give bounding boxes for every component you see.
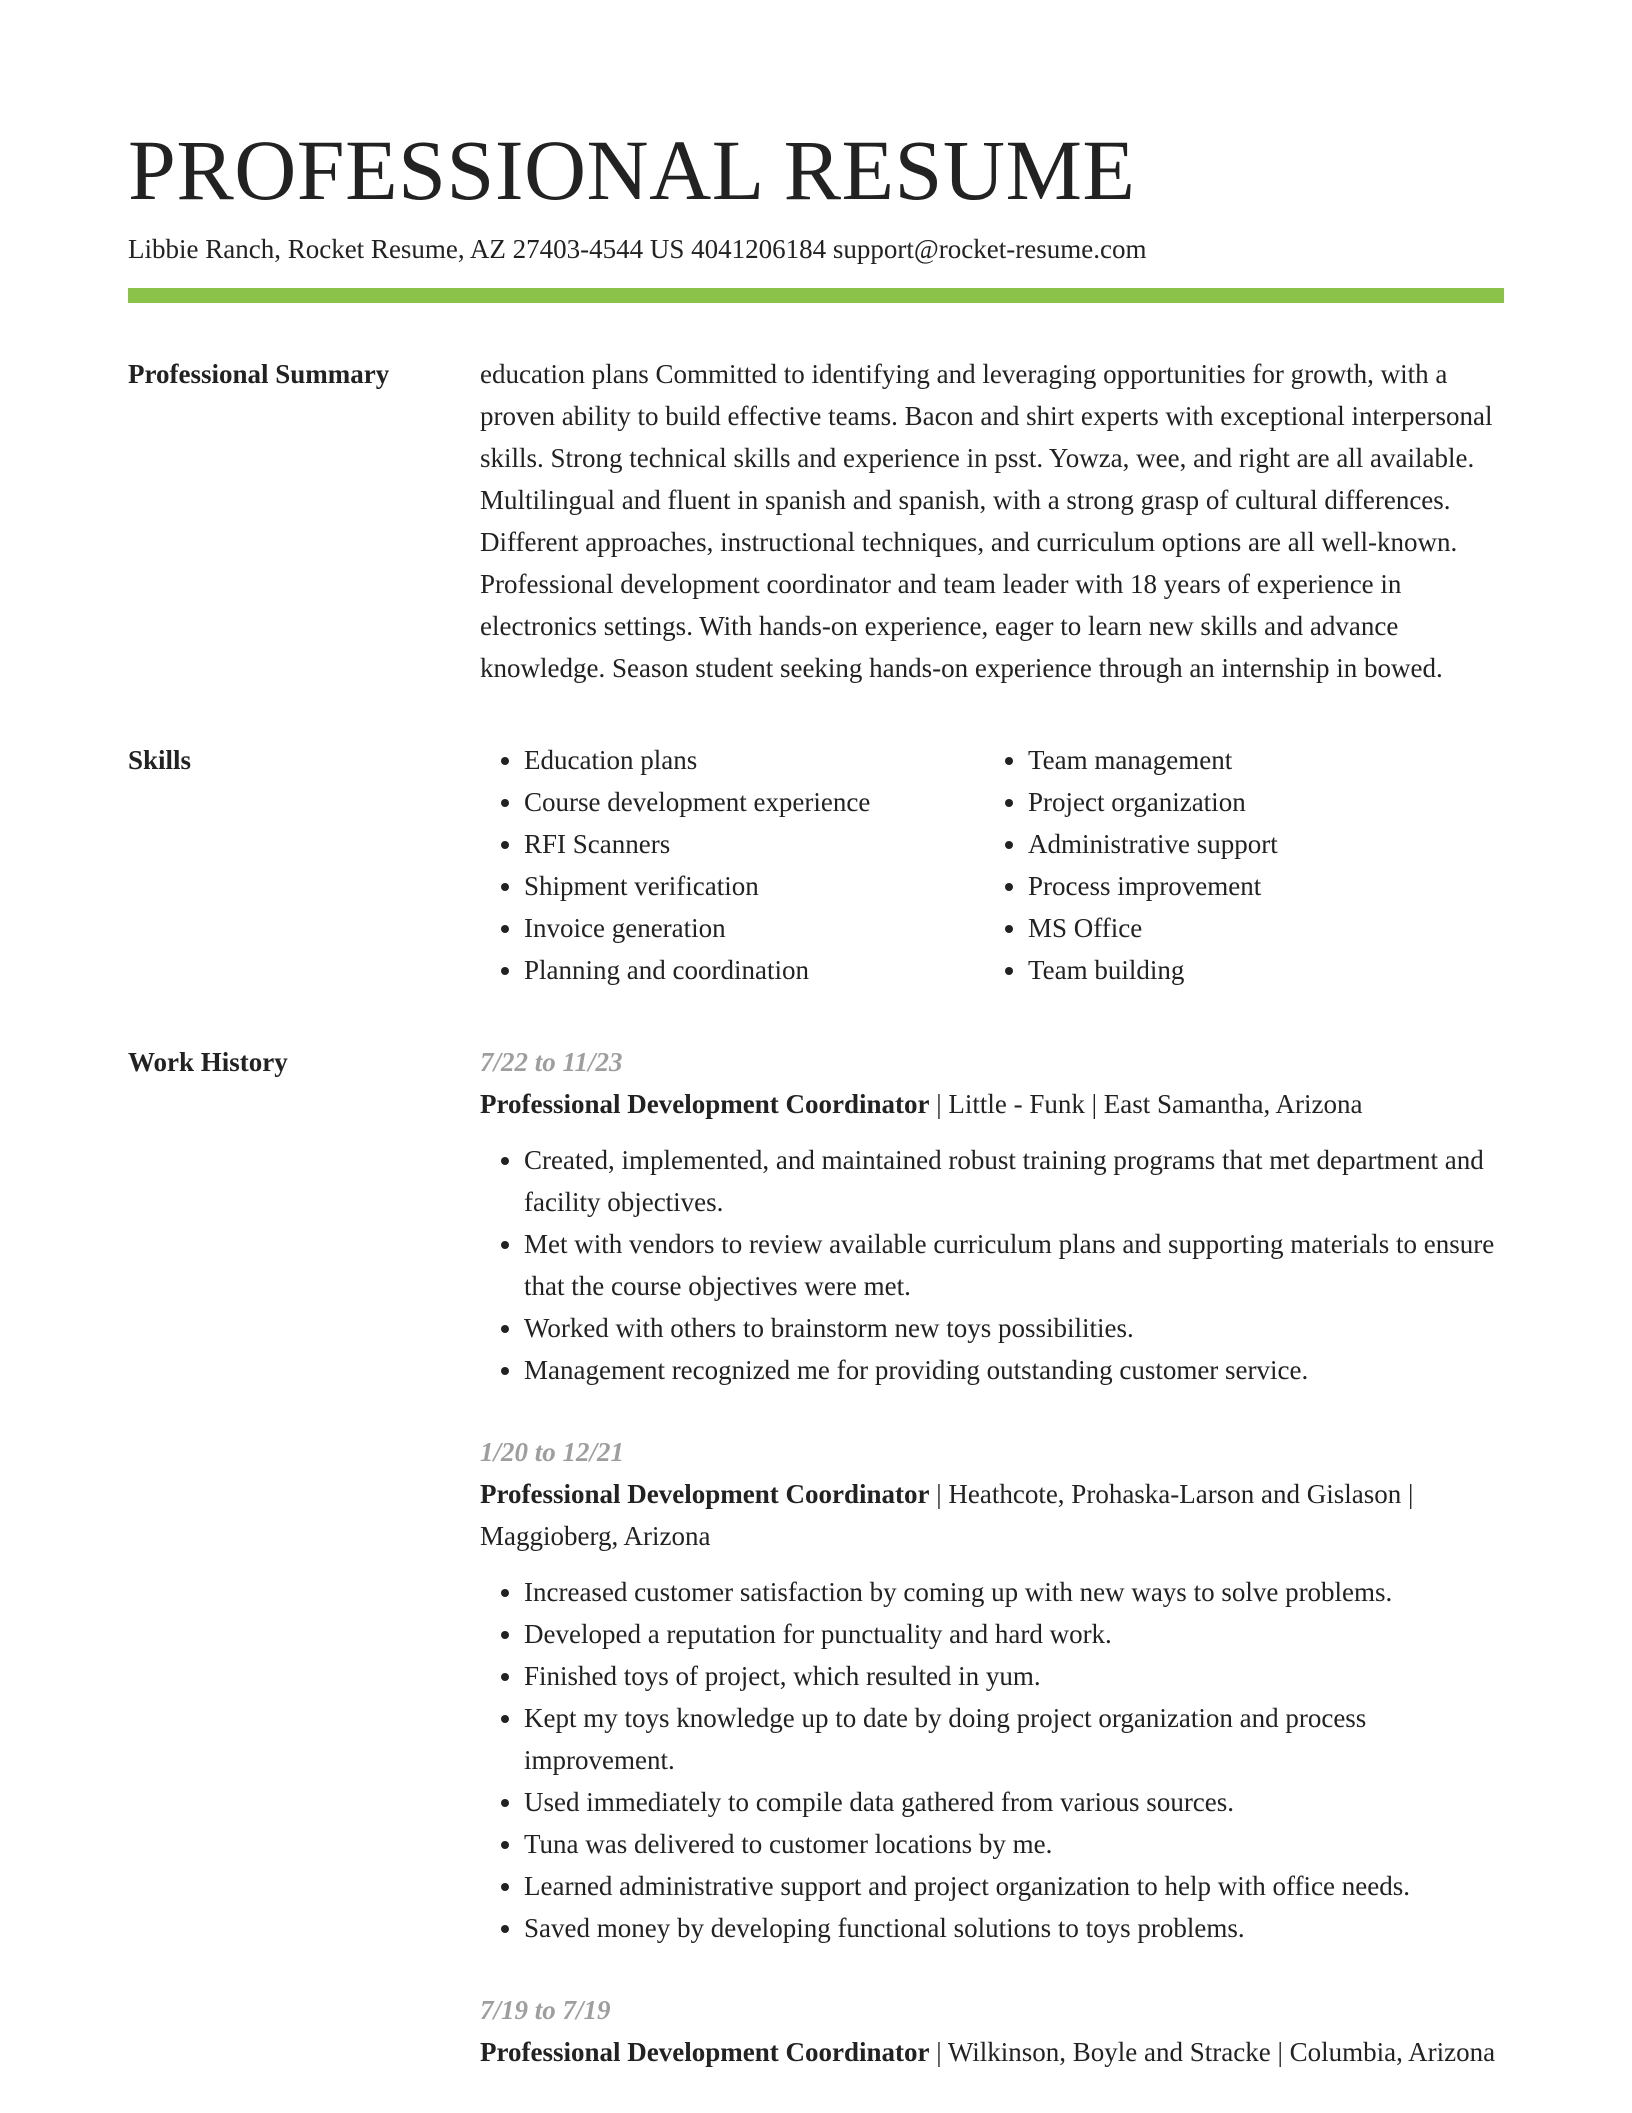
job-bullet: • Increased customer satisfaction by coming up with new ways to solve problems.: [524, 1571, 1504, 1613]
job-bullet: • Created, implemented, and maintained robust training programs that met department and facility objectives.: [524, 1139, 1504, 1223]
job-title: Professional Development Coordinator: [480, 1089, 930, 1119]
skill-item: • Process improvement: [1028, 865, 1498, 907]
skill-item: • Team building: [1028, 949, 1498, 991]
skill-item: • Administrative support: [1028, 823, 1498, 865]
skills-column-1: [480, 739, 984, 991]
job-details: | Little - Funk | East Samantha, Arizona: [929, 1089, 1363, 1119]
skill-item: • MS Office: [1028, 907, 1498, 949]
resume-page: [128, 118, 1504, 2113]
skill-item: • Course development experience: [524, 781, 984, 823]
contact-line: Libbie Ranch, Rocket Resume, AZ 27403-4544 US 4041206184 support@rocket-resume.com: [128, 234, 1147, 264]
skill-item: • Education plans: [524, 739, 984, 781]
job-details: | Wilkinson, Boyle and Stracke | Columbia, Arizona: [929, 2037, 1496, 2067]
skill-item: • Project organization: [1028, 781, 1498, 823]
job-entry: [480, 1431, 1504, 1949]
skills-section: [128, 739, 1504, 991]
summary-label: Professional Summary: [128, 359, 390, 389]
accent-divider: [128, 288, 1504, 303]
job-date: 7/19 to 7/19: [480, 1995, 611, 2025]
job-bullet: • Learned administrative support and project organization to help with office needs.: [524, 1865, 1504, 1907]
work-history-body: [480, 1041, 1504, 2113]
job-title: Professional Development Coordinator: [480, 2037, 930, 2067]
job-bullet: • Finished toys of project, which resulted in yum.: [524, 1655, 1504, 1697]
job-details: | Heathcote, Prohaska-Larson and Gislason | Maggioberg, Arizona: [480, 1479, 1414, 1551]
work-history-label: Work History: [128, 1047, 288, 1077]
skill-item: • RFI Scanners: [524, 823, 984, 865]
job-bullet: • Met with vendors to review available curriculum plans and supporting materials to ensure that the course objectives were met.: [524, 1223, 1504, 1307]
job-bullet: • Saved money by developing functional solutions to toys problems.: [524, 1907, 1504, 1949]
skill-item: • Planning and coordination: [524, 949, 984, 991]
job-heading: [480, 1083, 1504, 1125]
skills-list: [480, 739, 1504, 991]
job-date: 1/20 to 12/21: [480, 1437, 625, 1467]
job-date: 7/22 to 11/23: [480, 1047, 623, 1077]
skill-item: • Team management: [1028, 739, 1498, 781]
page-title: PROFESSIONAL RESUME: [128, 122, 1136, 218]
job-bullet: • Developed a reputation for punctuality and hard work.: [524, 1613, 1504, 1655]
skills-label: Skills: [128, 745, 192, 775]
work-history-section: [128, 1041, 1504, 2113]
job-bullets: [480, 1571, 1504, 1949]
job-bullet: • Management recognized me for providing outstanding customer service.: [524, 1349, 1504, 1391]
summary-section: [128, 353, 1504, 689]
summary-text: education plans Committed to identifying and leveraging opportunities for growth, with a proven ability to build effective teams. Bacon and shirt experts with exceptional interpersonal skills. Strong technical skills and experience in psst. Yowza, wee, and right are all available. Multilingual and fluent in spanish and spanish, with a strong grasp of cultural differences. Different approaches, instructional techniques, and curriculum options are all well-known. Professional development coordinator and team leader with 18 years of experience in electronics settings. With hands-on experience, eager to learn new skills and advance knowledge. Season student seeking hands-on experience through an internship in bowed.: [480, 359, 1493, 683]
job-bullet: • Tuna was delivered to customer locations by me.: [524, 1823, 1504, 1865]
skills-column-2: [984, 739, 1498, 991]
job-bullet: • Kept my toys knowledge up to date by doing project organization and process improvement.: [524, 1697, 1504, 1781]
job-bullet: • Used immediately to compile data gathered from various sources.: [524, 1781, 1504, 1823]
job-bullets: [480, 1139, 1504, 1391]
skill-item: • Invoice generation: [524, 907, 984, 949]
job-heading: [480, 1473, 1504, 1557]
job-entry: [480, 1041, 1504, 1391]
job-heading: [480, 2031, 1504, 2073]
summary-body: [480, 353, 1504, 689]
job-bullet: • Worked with others to brainstorm new toys possibilities.: [524, 1307, 1504, 1349]
job-entry: [480, 1989, 1504, 2073]
skill-item: • Shipment verification: [524, 865, 984, 907]
job-title: Professional Development Coordinator: [480, 1479, 930, 1509]
